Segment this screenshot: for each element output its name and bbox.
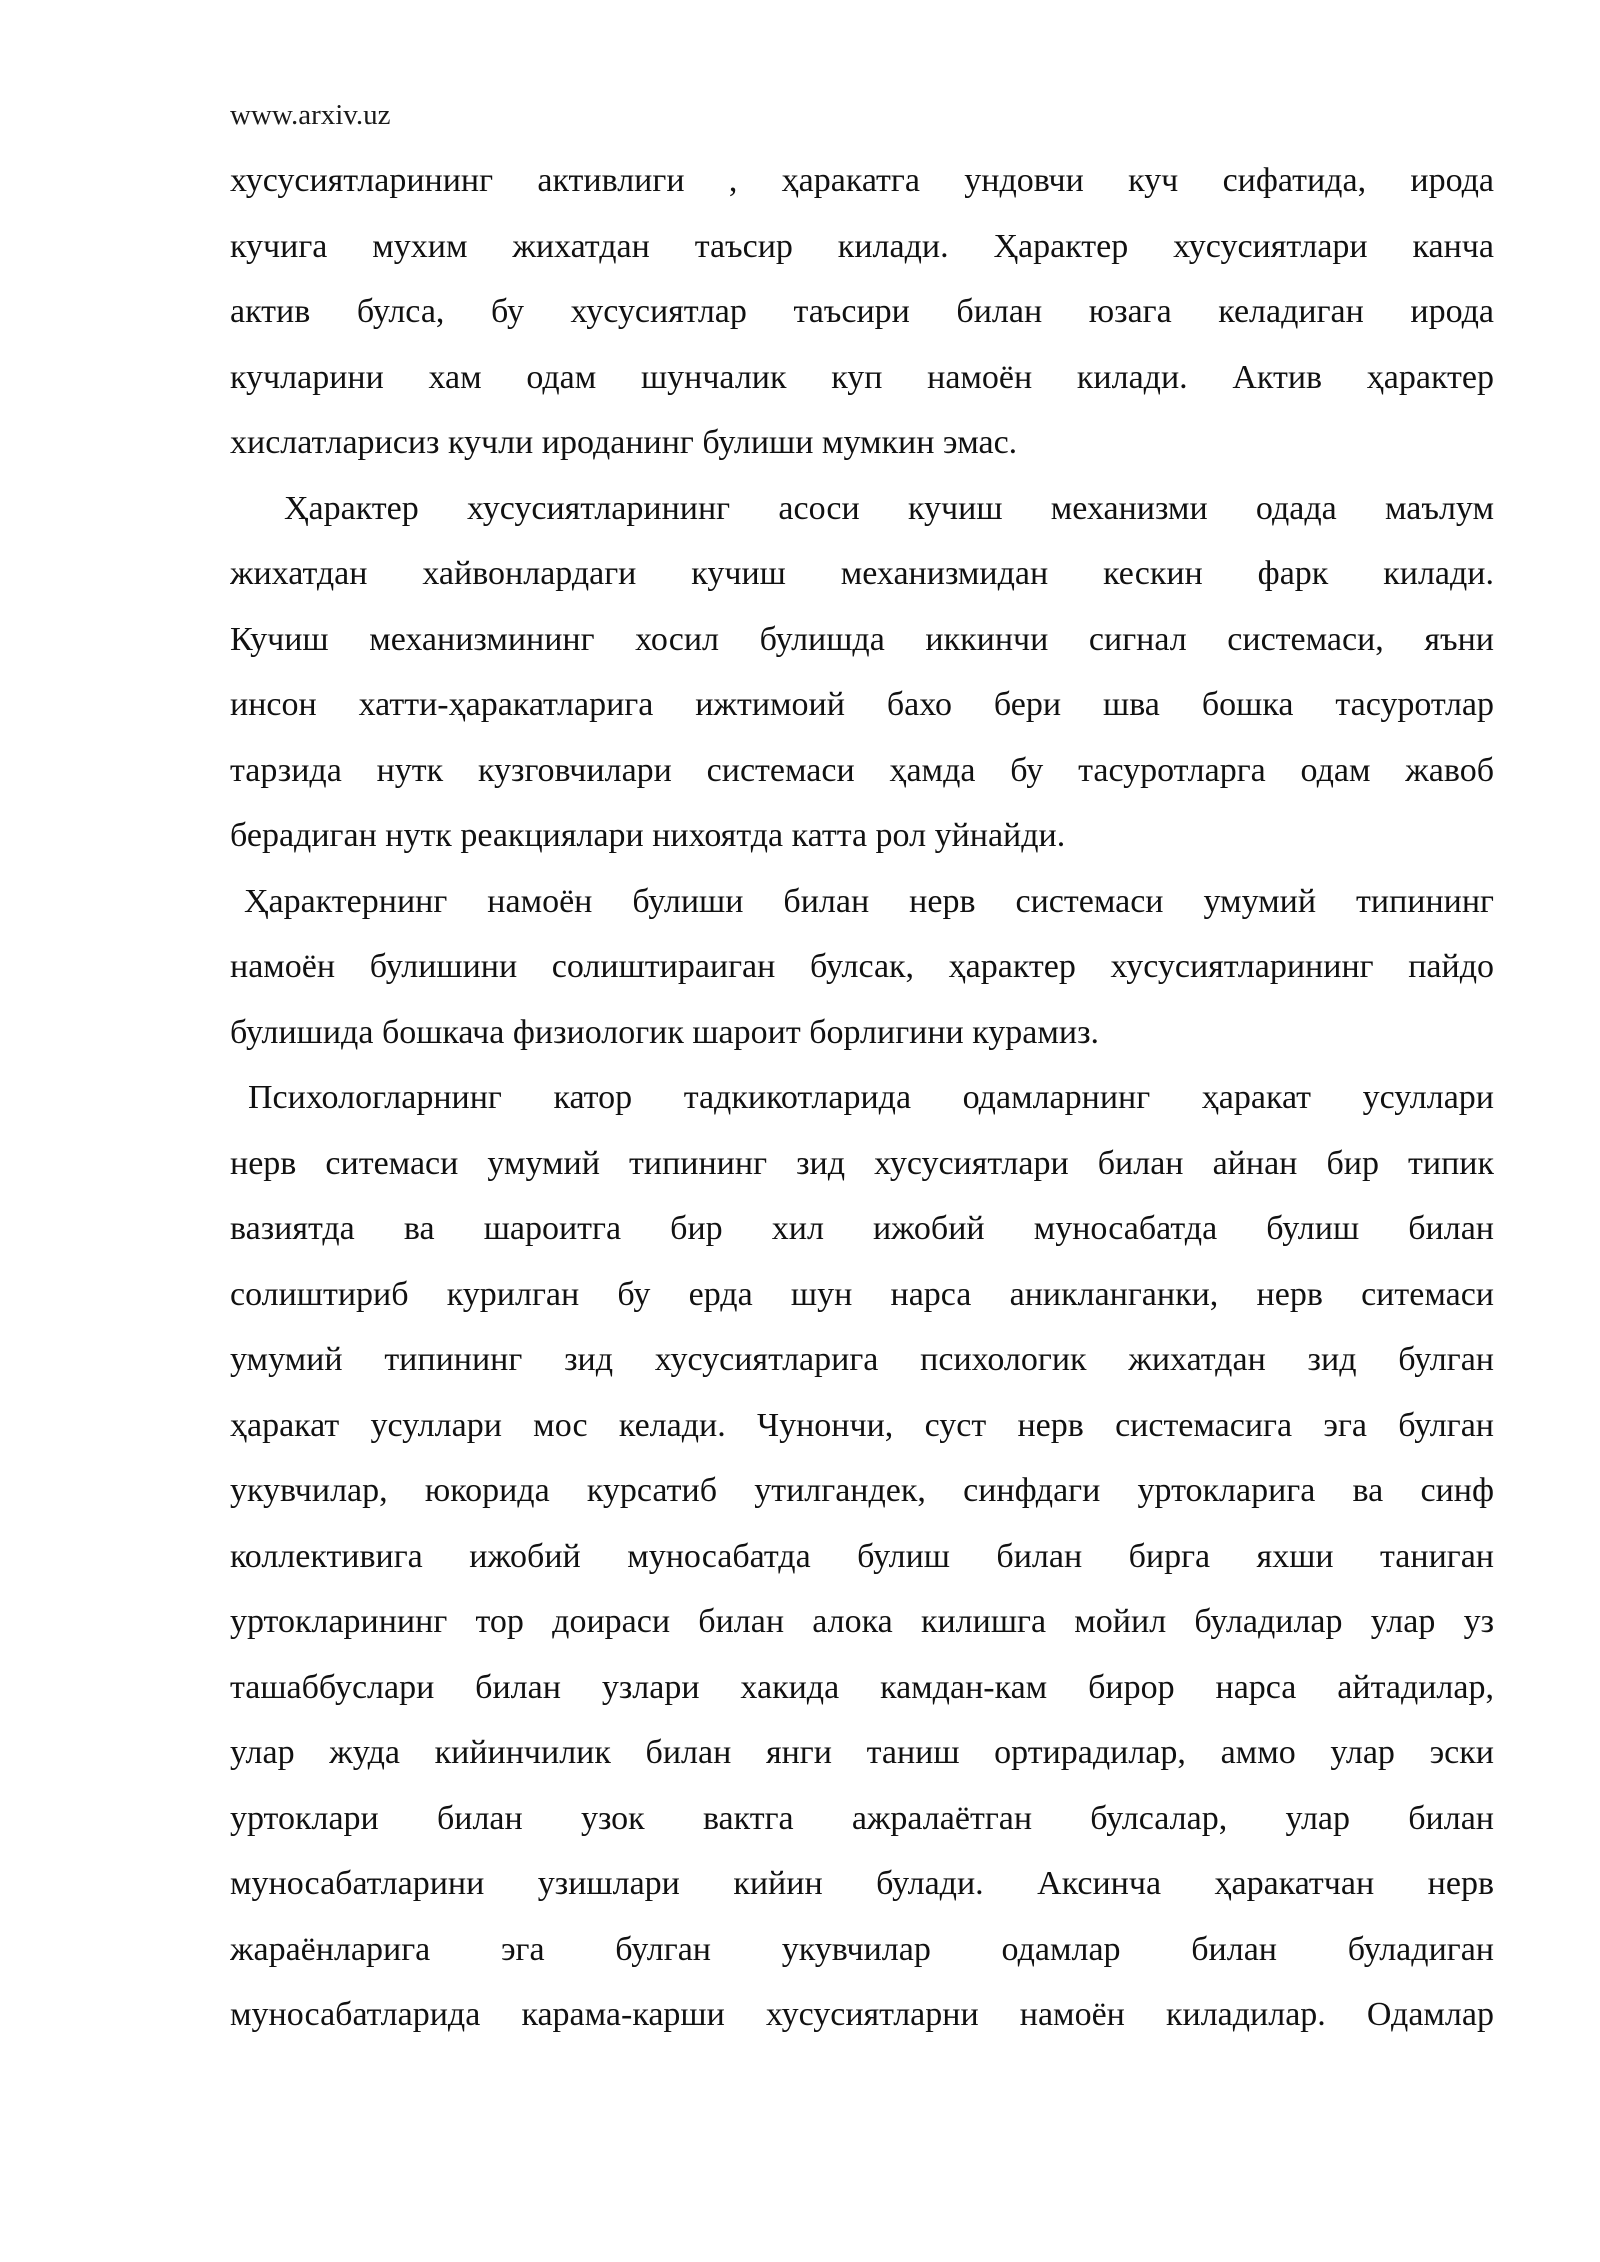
text-line: хислатларисиз кучли ироданинг булиши мумкин эмас. (230, 424, 1018, 461)
text-line: жараёнларига эга булган укувчилар одамлар билан буладиган (230, 1930, 1494, 1968)
text-line: хусусиятларининг активлиги , ҳаракатга ундовчи куч сифатида, ирода (230, 162, 1494, 199)
text-line: ташаббуслари билан узлари хакида камдан-кам бирор нарса айтадилар, (230, 1668, 1494, 1706)
text-line: намоён булишини солиштираиган булсак, ҳарактер хусусиятларининг пайдо (230, 948, 1494, 985)
text-line: умумий типининг зид хусусиятларига психологик жихатдан зид булган (230, 1341, 1494, 1378)
text-line: жихатдан хайвонлардаги кучиш механизмидан кескин фарк килади. (230, 555, 1494, 592)
text-line: булишида бошкача физиологик шароит борлигини курамиз. (230, 1013, 1100, 1051)
text-line: кучларини хам одам шунчалик куп намоён килади. Актив ҳарактер (230, 358, 1494, 396)
text-line: улар жуда кийинчилик билан янги таниш ортирадилар, аммо улар эски (230, 1734, 1494, 1771)
text-line: солиштириб курилган бу ерда шун нарса аникланганки, нерв ситемаси (230, 1275, 1494, 1313)
document-body (230, 148, 1494, 2048)
page-header-url: www.arxiv.uz (230, 99, 391, 131)
text-line: вазиятда ва шароитга бир хил ижобий муносабатда булиш билан (230, 1210, 1494, 1247)
text-line: нерв ситемаси умумий типининг зид хусусиятлари билан айнан бир типик (230, 1144, 1494, 1182)
text-line: уртокларининг тор доираси билан алока килишга мойил буладилар улар уз (230, 1603, 1494, 1640)
text-line: уртоклари билан узок вактга ажралаётган булсалар, улар билан (230, 1799, 1494, 1837)
text-line: тарзида нутк кузговчилари системаси ҳамда бу тасуротларга одам жавоб (230, 751, 1494, 789)
text-line: актив булса, бу хусусиятлар таъсири билан юзага келадиган ирода (230, 293, 1494, 330)
text-line: коллективига ижобий муносабатда булиш билан бирга яхши таниган (230, 1537, 1494, 1575)
text-line: инсон хатти-ҳаракатларига ижтимоий бахо бери шва бошка тасуротлар (230, 686, 1494, 723)
paragraph-first-line: Ҳарактер хусусиятларининг асоси кучиш механизми одада маълум (284, 489, 1494, 527)
text-line: берадиган нутк реакциялари нихоятда катта рол уйнайди. (230, 817, 1066, 854)
text-line: кучига мухим жихатдан таъсир килади. Ҳарактер хусусиятлари канча (230, 227, 1494, 265)
text-line: Кучиш механизмининг хосил булишда иккинчи сигнал системаси, яъни (230, 620, 1494, 658)
text-line: ҳаракат усуллари мос келади. Чунончи, суст нерв системасига эга булган (230, 1406, 1494, 1444)
text-line: муносабатларини узишлари кийин булади. Аксинча ҳаракатчан нерв (230, 1865, 1494, 1902)
paragraph-first-line: Ҳарактернинг намоён булиши билан нерв системаси умумий типининг (244, 882, 1494, 920)
text-line: укувчилар, юкорида курсатиб утилгандек, синфдаги уртокларига ва синф (230, 1472, 1494, 1509)
text-line: муносабатларида карама-карши хусусиятларни намоён киладилар. Одамлар (230, 1996, 1494, 2033)
paragraph-first-line: Психологларнинг катор тадкикотларида одамларнинг ҳаракат усуллари (248, 1079, 1494, 1116)
